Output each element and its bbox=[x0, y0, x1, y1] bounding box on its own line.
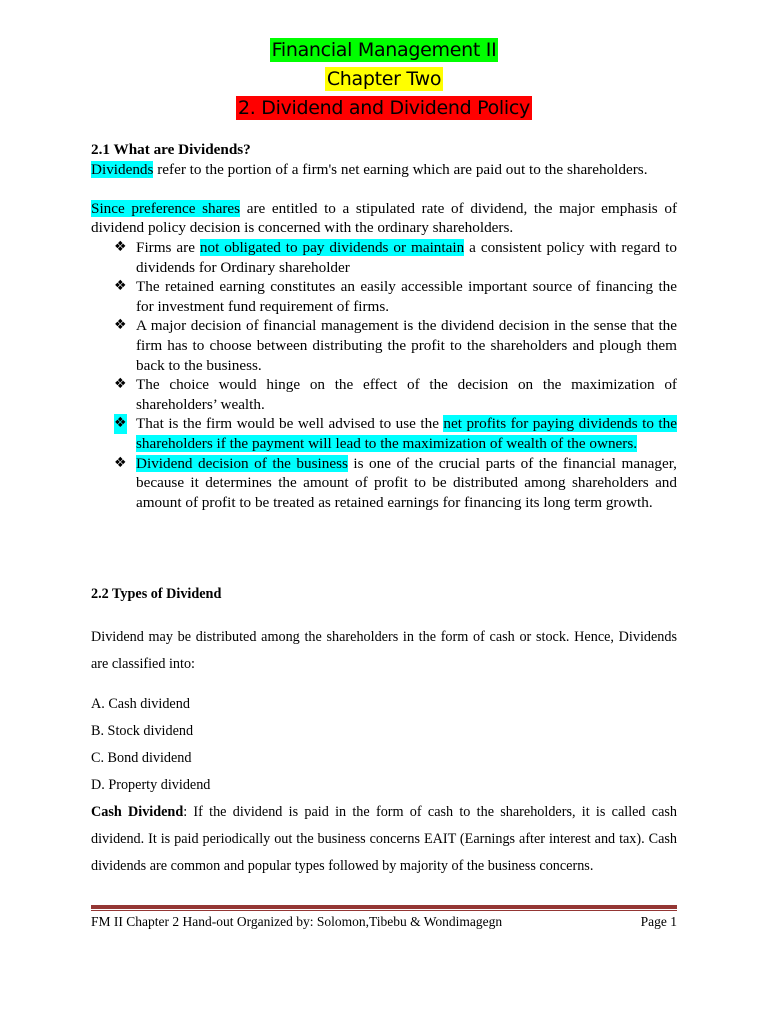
course-title: Financial Management II bbox=[271, 39, 497, 61]
list-item bbox=[91, 375, 677, 414]
highlight-text: Since preference shares bbox=[91, 199, 241, 217]
paragraph-text: refer to the portion of a firm's net earning which are paid out to the shareholders. bbox=[153, 160, 648, 178]
list-item: B. Stock dividend bbox=[91, 723, 194, 739]
diamond-bullet-icon: ❖ bbox=[114, 376, 127, 393]
paragraph-dividends-definition bbox=[91, 160, 677, 180]
list-item-text: is one of the crucial parts of the financial manager, because it determines the amount of profit to be distributed among shareholders and amount of profit to be treated as retained earnings for financing its long term growth. bbox=[136, 454, 677, 511]
list-item bbox=[91, 454, 677, 513]
section-heading: 2.1 What are Dividends? bbox=[91, 141, 251, 158]
list-item: C. Bond dividend bbox=[91, 750, 192, 766]
list-item-text: Firms are bbox=[136, 238, 200, 256]
list-item-text: The choice would hinge on the effect of the decision on the maximization of shareholders’ wealth. bbox=[136, 376, 677, 413]
paragraph-types-intro: Dividend may be distributed among the shareholders in the form of cash or stock. Hence, Dividends are classified into: bbox=[91, 629, 677, 672]
paragraph-text: : If the dividend is paid in the form of cash to the shareholders, it is called cash dividend. It is paid periodically out the business concerns EAIT (Earnings after interest and tax). Cash dividends are common and popular types followed by majority of the business concerns. bbox=[91, 804, 677, 874]
list-item: A. Cash dividend bbox=[91, 696, 190, 712]
section-2-2 bbox=[91, 584, 677, 880]
footer-rule-thin bbox=[91, 910, 677, 911]
footer-rule bbox=[91, 905, 677, 909]
list-item-text: The retained earning constitutes an easily accessible important source of financing the for investment fund requirement of firms. bbox=[136, 278, 677, 315]
diamond-bullet-icon: ❖ bbox=[114, 414, 127, 434]
section-2-1 bbox=[91, 140, 677, 512]
diamond-bullet-icon: ❖ bbox=[114, 238, 127, 255]
list-item bbox=[91, 414, 677, 453]
paragraph-preference-shares bbox=[91, 199, 677, 238]
list-item bbox=[91, 238, 677, 277]
bullet-list bbox=[91, 238, 677, 512]
highlight-text: Dividends bbox=[91, 160, 154, 178]
diamond-bullet-icon: ❖ bbox=[114, 454, 127, 471]
term-label: Cash Dividend bbox=[91, 804, 184, 820]
highlight-text: Dividend decision of the business bbox=[136, 454, 348, 472]
paragraph-text: are entitled to a stipulated rate of dividend, the major emphasis of dividend policy decision is concerned with the ordinary shareholders. bbox=[91, 199, 678, 237]
list-item-text: A major decision of financial management is the dividend decision in the sense that the firm has to choose between distributing the profit to the shareholders and plough them back to the business. bbox=[136, 317, 677, 374]
highlight-text: not obligated to pay dividends or maintain bbox=[199, 238, 465, 256]
diamond-bullet-icon: ❖ bbox=[114, 278, 127, 295]
list-item-text: a consistent policy with regard to dividends for Ordinary shareholder bbox=[136, 238, 677, 276]
title-block bbox=[0, 36, 768, 123]
paragraph-cash-dividend bbox=[91, 799, 677, 880]
footer-text: FM II Chapter 2 Hand-out Organized by: Solomon,Tibebu & Wondimagegn bbox=[91, 914, 503, 929]
list-item-text: That is the firm would be well advised to use the bbox=[136, 415, 444, 433]
chapter-subtitle: 2. Dividend and Dividend Policy bbox=[238, 97, 530, 119]
page-number: Page 1 bbox=[640, 914, 677, 929]
list-item bbox=[91, 277, 677, 316]
section-heading: 2.2 Types of Dividend bbox=[91, 586, 222, 602]
list-item: D. Property dividend bbox=[91, 777, 211, 793]
chapter-title: Chapter Two bbox=[326, 68, 442, 90]
list-item bbox=[91, 316, 677, 375]
highlight-text: net profits for paying dividends to the shareholders if the payment will lead to the maximization of wealth of the owners. bbox=[136, 415, 677, 452]
diamond-bullet-icon: ❖ bbox=[114, 317, 127, 334]
